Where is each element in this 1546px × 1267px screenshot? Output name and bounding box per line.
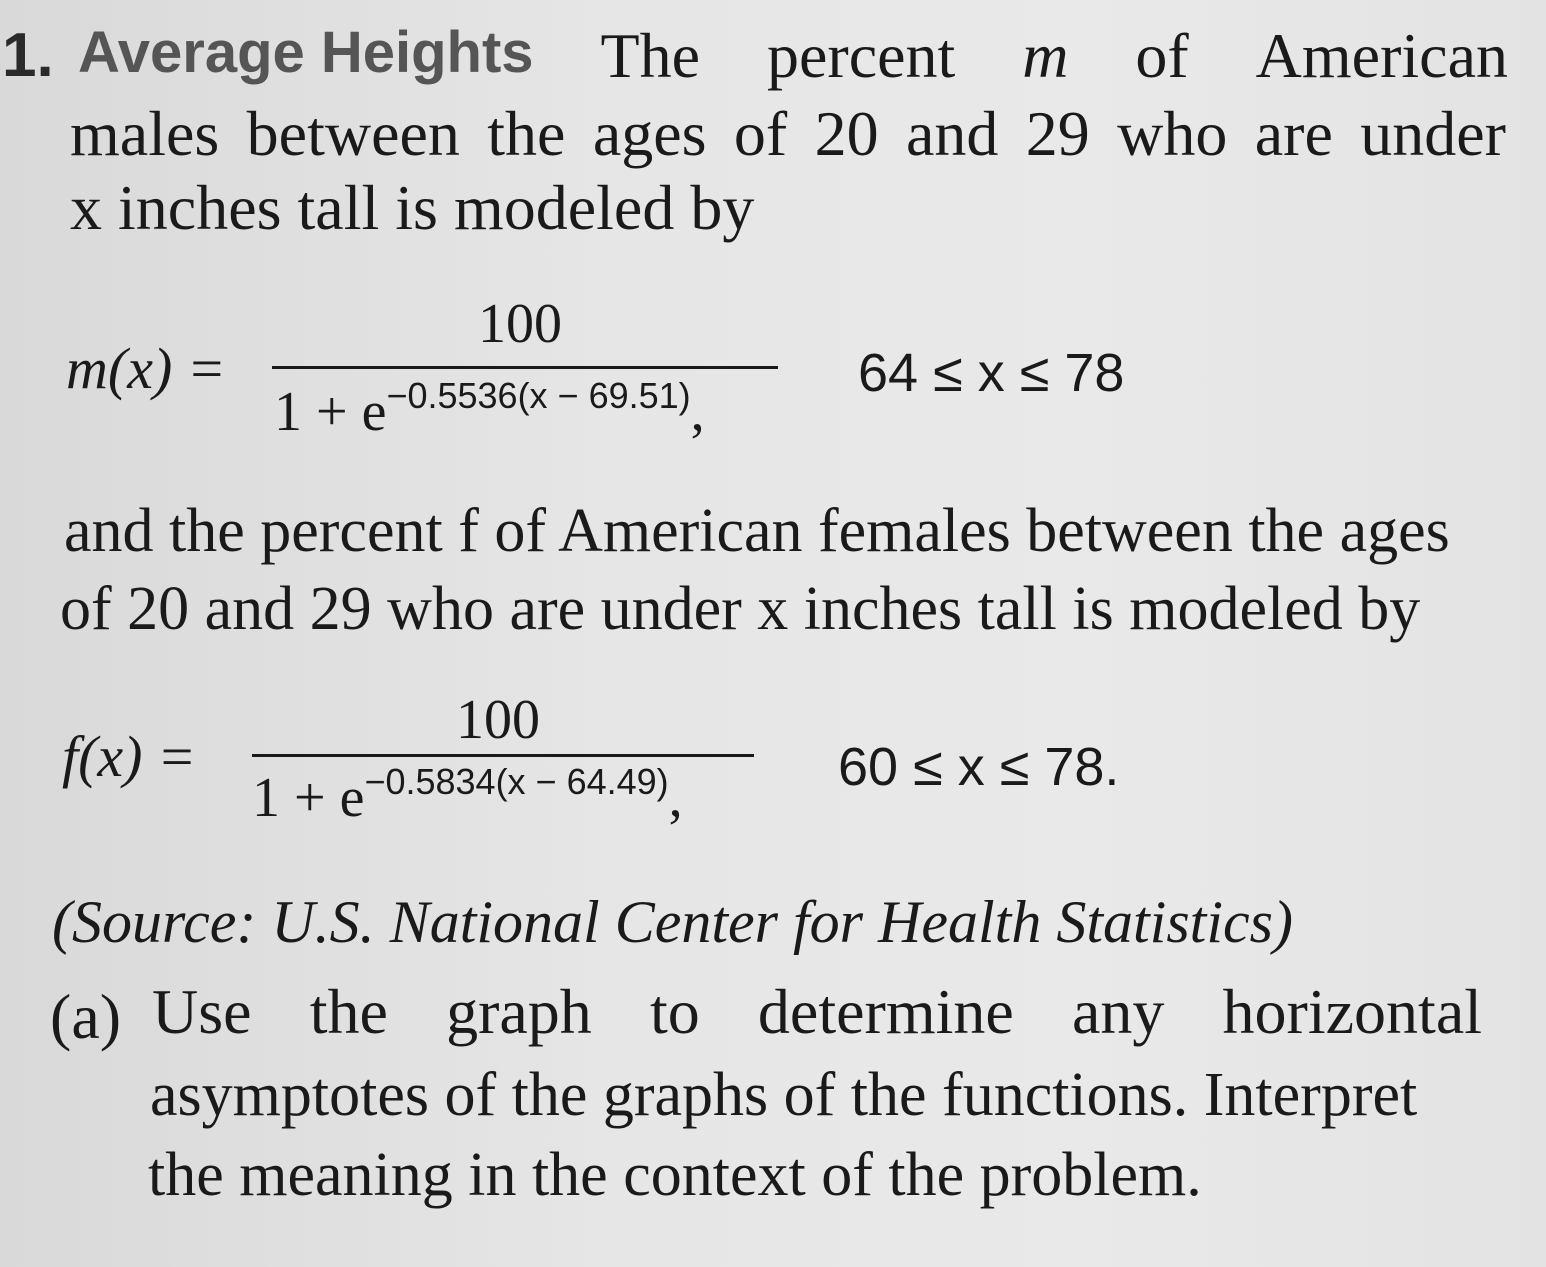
female-domain: 60 ≤ x ≤ 78.: [838, 737, 1120, 797]
female-numerator: 100: [456, 689, 540, 751]
male-comma: ,: [690, 381, 705, 443]
word: any: [1071, 976, 1165, 1047]
female-denominator: [252, 761, 683, 829]
male-numerator: 100: [478, 293, 562, 355]
intro-line-3: x inches tall is modeled by: [70, 172, 755, 243]
male-equation-lhs: m(x) =: [66, 336, 226, 401]
part-a-line-1: [152, 976, 1482, 1047]
word: and: [905, 98, 999, 169]
intro-line-2: [70, 98, 1506, 169]
male-exponent: −0.5536(x − 69.51): [386, 375, 691, 416]
female-intro-line-2: of 20 and 29 who are under x inches tall is modeled by: [60, 575, 1421, 643]
word: The: [600, 20, 701, 91]
female-fraction-bar: [252, 754, 754, 757]
intro-line-1: [78, 20, 1508, 91]
female-exponent: −0.5834(x − 64.49): [364, 761, 669, 802]
male-fraction-bar: [272, 366, 778, 369]
male-denominator: [274, 375, 705, 443]
female-intro-line-1: and the percent f of American females between the ages: [64, 497, 1450, 565]
word: percent: [766, 20, 956, 91]
female-denominator-base: 1 + e: [252, 767, 365, 829]
male-denominator-base: 1 + e: [274, 381, 387, 443]
word: to: [649, 976, 700, 1047]
word: Use: [152, 976, 252, 1047]
word: the: [487, 98, 566, 169]
word: determine: [757, 976, 1014, 1047]
word: males: [70, 98, 220, 169]
word: who: [1117, 98, 1228, 169]
source-citation: (Source: U.S. National Center for Health Statistics): [52, 889, 1293, 955]
word: between: [246, 98, 460, 169]
problem-number: 1.: [2, 21, 54, 90]
variable-m: m: [1022, 20, 1069, 91]
word: 29: [1025, 98, 1090, 169]
male-domain: 64 ≤ x ≤ 78: [858, 343, 1125, 403]
word: American: [1255, 20, 1508, 91]
word: horizontal: [1222, 976, 1482, 1047]
part-a-label: (a): [50, 981, 122, 1052]
female-equation-lhs: f(x) =: [62, 724, 197, 789]
part-a-line-3: the meaning in the context of the problem.: [148, 1141, 1202, 1209]
word: under: [1360, 98, 1506, 169]
word: ages: [592, 98, 707, 169]
word: of: [733, 98, 788, 169]
female-comma: ,: [668, 767, 683, 829]
word: of: [1135, 20, 1189, 91]
word: are: [1254, 98, 1333, 169]
problem-heading: Average Heights: [78, 20, 534, 85]
word: graph: [446, 976, 592, 1047]
word: the: [309, 976, 388, 1047]
part-a-line-2: asymptotes of the graphs of the functions. Interpret: [150, 1061, 1418, 1129]
word: 20: [814, 98, 879, 169]
